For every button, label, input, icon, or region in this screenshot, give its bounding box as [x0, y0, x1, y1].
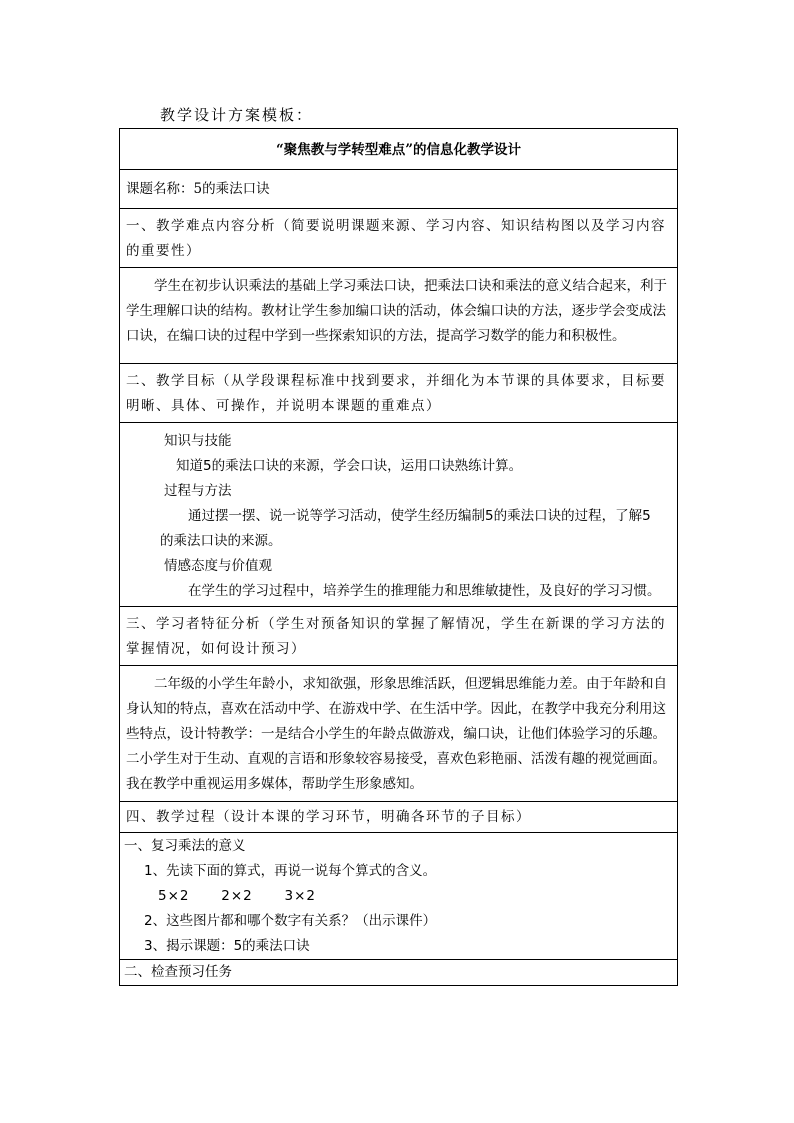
section2-heading: 二、教学目标（从学段课程标准中找到要求，并细化为本节课的具体要求，目标要明晰、具体、可操作，并说明本课题的重难点） [120, 364, 678, 423]
emotion-text: 在学生的学习过程中，培养学生的推理能力和思维敏捷性，及良好的学习习惯。 [188, 583, 661, 599]
process-line: 1、先读下面的算式，再说一说每个算式的含义。 [144, 863, 437, 879]
table-row [120, 129, 678, 170]
table-row [120, 802, 678, 833]
section4-content [120, 833, 678, 986]
section1-heading: 一、教学难点内容分析（简要说明课题来源、学习内容、知识结构图以及学习内容的重要性） [120, 209, 678, 268]
process-line: 5×2 2×2 3×2 [158, 888, 316, 904]
table-row [120, 833, 678, 986]
section3-content: 二年级的小学生年龄小，求知欲强，形象思维活跃，但逻辑思维能力差。由于年龄和自身认知的特点，喜欢在活动中学、在游戏中学、在生活中学。因此，在教学中我充分利用这些特点，设计特教学：一是结合小学生的年龄点做游戏，编口诀，让他们体验学习的乐趣。二小学生对于生动、直观的言语和形象较容易接受，喜欢色彩艳丽、活泼有趣的视觉画面。我在教学中重视运用多媒体，帮助学生形象感知。 [120, 666, 678, 802]
section1-content: 学生在初步认识乘法的基础上学习乘法口诀，把乘法口诀和乘法的意义结合起来，利于学生理解口诀的结构。教材让学生参加编口诀的活动，体会编口诀的方法，逐步学会变成法口诀，在编口诀的过程中学到一些探索知识的方法，提高学习数学的能力和积极性。 [120, 268, 678, 364]
process-line: 二、检查预习任务 [120, 959, 677, 985]
process-text-line2: 的乘法口诀的来源。 [160, 533, 282, 549]
lesson-plan-table [119, 128, 678, 986]
table-row [120, 364, 678, 423]
process-line: 2、这些图片都和哪个数字有关系？（出示课件） [144, 913, 437, 929]
process-line: 3、揭示课题：5的乘法口诀 [144, 938, 310, 954]
table-row [120, 170, 678, 209]
template-heading: 教学设计方案模板： [160, 106, 314, 124]
table-row [120, 423, 678, 607]
table-title: “聚焦教与学转型难点”的信息化教学设计 [120, 129, 678, 170]
emotion-label: 情感态度与价值观 [164, 558, 272, 574]
knowledge-text: 知道5的乘法口诀的来源，学会口诀，运用口诀熟练计算。 [176, 458, 523, 474]
knowledge-label: 知识与技能 [164, 433, 232, 449]
section2-content [120, 423, 678, 607]
process-line: 一、复习乘法的意义 [124, 838, 246, 854]
table-row [120, 666, 678, 802]
table-row [120, 209, 678, 268]
table-row [120, 607, 678, 666]
process-label: 过程与方法 [164, 483, 232, 499]
course-name: 课题名称：5的乘法口诀 [120, 170, 678, 209]
section3-heading: 三、学习者特征分析（学生对预备知识的掌握了解情况，学生在新课的学习方法的掌握情况，如何设计预习） [120, 607, 678, 666]
process-text-line1: 通过摆一摆、说一说等学习活动，使学生经历编制5的乘法口诀的过程，了解5 [188, 508, 651, 524]
section4-heading: 四、教学过程（设计本课的学习环节，明确各环节的子目标） [120, 802, 678, 833]
table-row [120, 268, 678, 364]
